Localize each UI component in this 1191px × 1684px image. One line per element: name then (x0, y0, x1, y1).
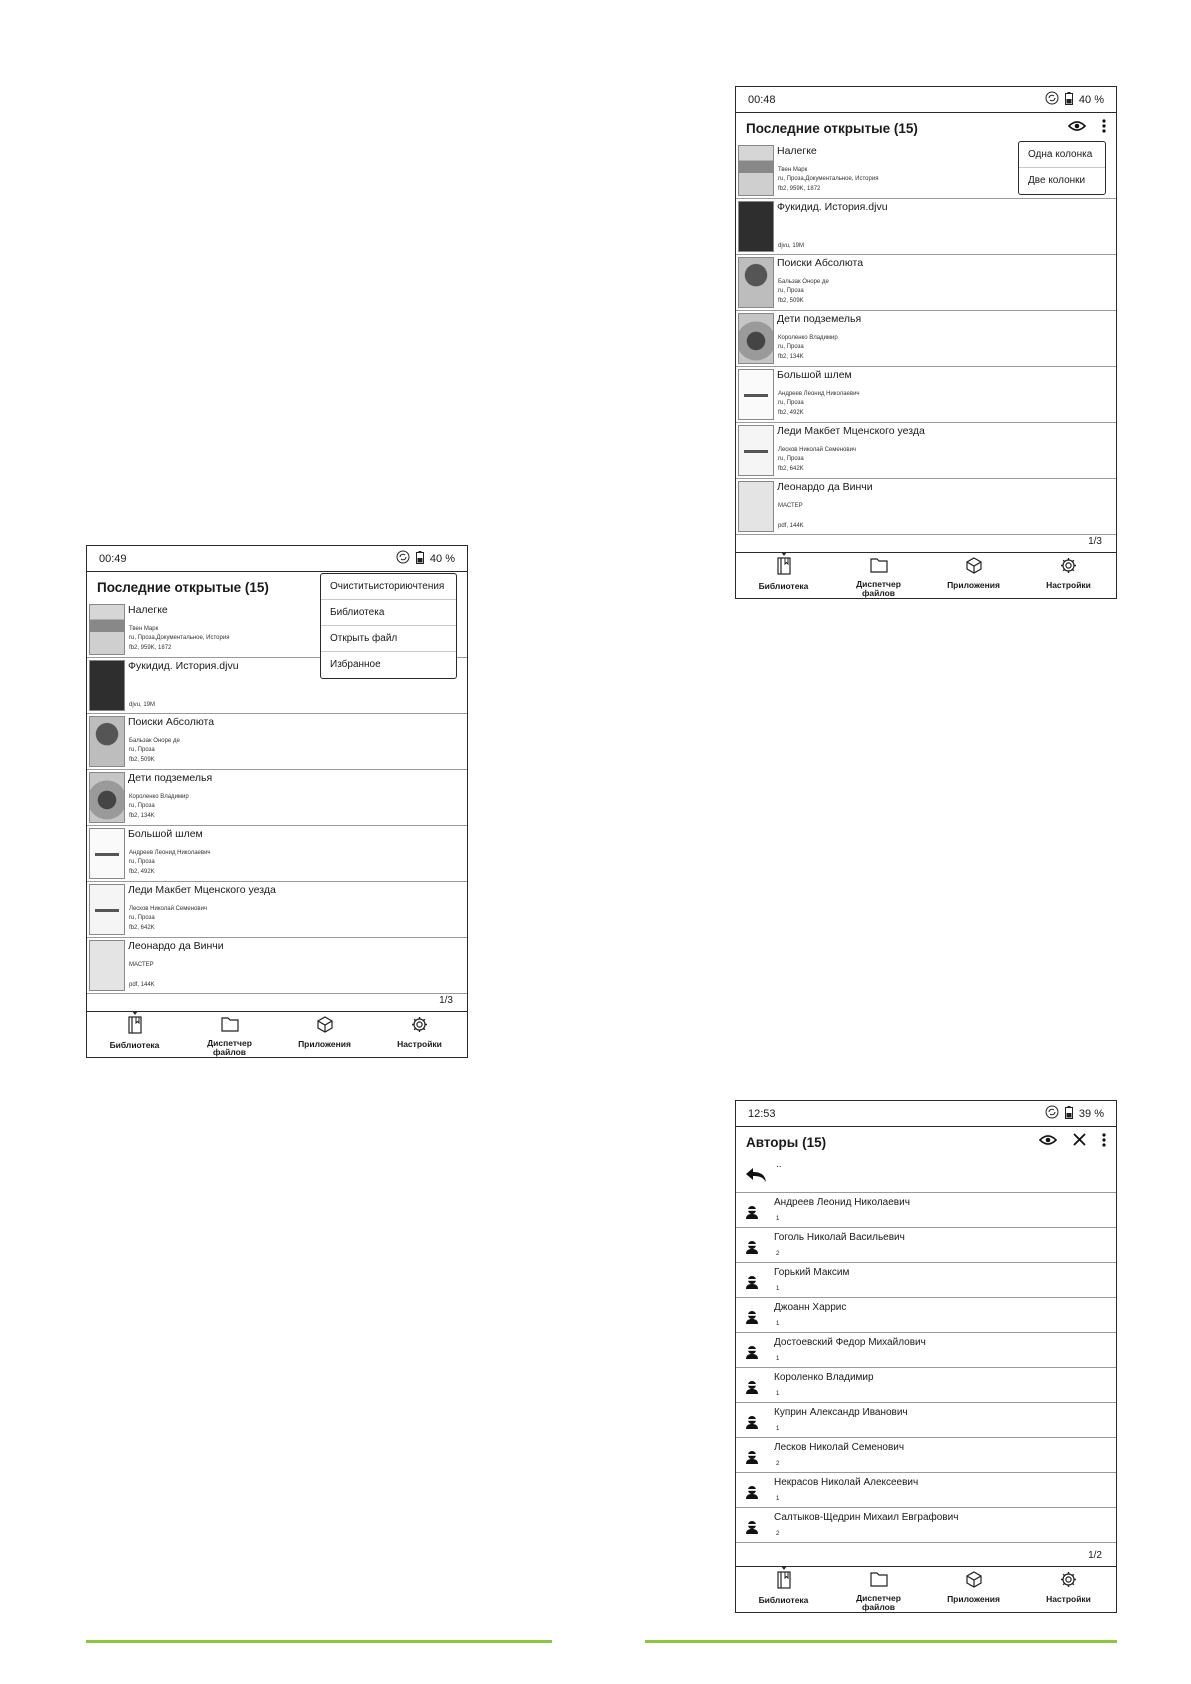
book-meta: Андреев Леонид Николаевич (778, 391, 860, 397)
battery-icon (416, 551, 424, 567)
book-meta: ru, Проза (129, 915, 155, 921)
person-icon (745, 1450, 759, 1470)
author-item[interactable] (736, 1438, 1116, 1473)
book-meta: ru, Проза (129, 803, 155, 809)
book-meta: fb2, 509K (129, 757, 155, 763)
author-item[interactable] (736, 1333, 1116, 1368)
book-title: Дети подземелья (777, 313, 862, 325)
book-title: Фукидид. История.djvu (128, 660, 239, 672)
book-item[interactable] (87, 826, 467, 882)
parent-dir-label: .. (776, 1159, 782, 1170)
bottom-nav (736, 1566, 1116, 1612)
author-name: Андреев Леонид Николаевич (774, 1197, 910, 1208)
nav-apps[interactable] (926, 553, 1021, 598)
book-cover (89, 604, 125, 655)
author-item[interactable] (736, 1508, 1116, 1543)
book-title: Большой шлем (777, 369, 852, 381)
battery-level: 40 % (1078, 93, 1104, 106)
book-meta: Бальзак Оноре де (129, 738, 180, 744)
nav-settings[interactable] (1021, 1567, 1116, 1612)
menu-item-open-file[interactable]: Открыть файл (321, 626, 456, 652)
book-title: Леди Макбет Мценского уезда (128, 884, 276, 896)
cube-icon (966, 557, 982, 579)
page-indicator: 1/2 (1088, 1550, 1102, 1561)
book-item[interactable] (736, 255, 1116, 311)
title-bar (736, 1127, 1116, 1157)
battery-level: 40 % (429, 552, 455, 565)
nav-label: Приложения (298, 1039, 351, 1049)
author-name: Горький Максим (774, 1267, 850, 1278)
author-item[interactable] (736, 1298, 1116, 1333)
book-title: Леонардо да Винчи (128, 940, 224, 952)
book-title: Леди Макбет Мценского уезда (777, 425, 925, 437)
book-cover (89, 716, 125, 767)
nav-label: Настройки (1046, 580, 1091, 590)
book-meta: fb2, 642K (778, 466, 804, 472)
book-meta: Лесков Николай Семенович (778, 447, 857, 453)
nav-file-manager[interactable] (182, 1012, 277, 1057)
folder-icon (221, 1016, 239, 1037)
book-title: Поиски Абсолюта (128, 716, 215, 728)
nav-library[interactable] (87, 1012, 182, 1057)
footer-rule-left (86, 1640, 552, 1643)
author-name: Салтыков-Щедрин Михаил Евграфович (774, 1512, 959, 1523)
page-title: Авторы (15) (746, 1134, 827, 1150)
folder-icon (870, 1571, 888, 1592)
book-meta: ru, Проза (778, 400, 804, 406)
book-meta: djvu, 19M (129, 702, 156, 708)
book-meta: Лесков Николай Семенович (129, 906, 208, 912)
page-indicator: 1/3 (1088, 536, 1102, 547)
status-bar (736, 1101, 1116, 1127)
book-meta: Бальзак Оноре де (778, 279, 829, 285)
nav-label-line: Диспетчер (856, 579, 901, 589)
book-title: Налегке (128, 604, 168, 616)
active-indicator (781, 1566, 787, 1570)
screen-recent-columns (735, 86, 1117, 599)
book-item[interactable] (736, 367, 1116, 423)
battery-icon (1065, 92, 1073, 108)
book-meta: djvu, 19M (778, 243, 805, 249)
sync-icon (1045, 1105, 1059, 1122)
screen-recent-menu (86, 545, 468, 1058)
book-title: Дети подземелья (128, 772, 213, 784)
nav-library[interactable] (736, 1567, 831, 1612)
book-item[interactable] (87, 714, 467, 770)
nav-label (856, 580, 901, 598)
book-cover (738, 313, 774, 364)
author-item[interactable] (736, 1473, 1116, 1508)
book-meta: ru, Проза (129, 859, 155, 865)
author-name: Гоголь Николай Васильевич (774, 1232, 905, 1243)
book-meta: fb2, 959K, 1872 (778, 186, 821, 192)
menu-item-library[interactable]: Библиотека (321, 600, 456, 626)
nav-label-line: Диспетчер (207, 1038, 252, 1048)
author-name: Куприн Александр Иванович (774, 1407, 908, 1418)
person-icon (745, 1275, 759, 1295)
nav-label: Библиотека (109, 1040, 160, 1050)
author-book-count: 1 (776, 1426, 780, 1432)
folder-icon (870, 557, 888, 578)
book-cover (89, 660, 125, 711)
book-item[interactable] (87, 882, 467, 938)
author-book-count: 1 (776, 1286, 780, 1292)
person-icon (745, 1485, 759, 1505)
book-meta: fb2, 492K (778, 410, 804, 416)
bottom-nav (736, 552, 1116, 598)
nav-library[interactable] (736, 553, 831, 598)
nav-label-line: файлов (861, 588, 896, 598)
back-arrow-icon (745, 1167, 767, 1188)
person-icon (745, 1205, 759, 1225)
book-cover (738, 425, 774, 476)
book-meta: fb2, 134K (129, 813, 155, 819)
book-meta: ru, Проза,Документальное, История (129, 635, 230, 641)
book-list (736, 143, 1116, 535)
page-title: Последние открытые (15) (97, 579, 269, 595)
book-cover (738, 257, 774, 308)
sync-icon (1045, 91, 1059, 108)
menu-item-two-columns[interactable]: Две колонки (1028, 175, 1086, 186)
book-cover (738, 145, 774, 196)
menu-item-favorites[interactable]: Избранное (330, 659, 381, 670)
author-list (736, 1157, 1116, 1543)
book-title: Фукидид. История.djvu (777, 201, 888, 213)
book-item[interactable] (87, 938, 467, 994)
author-book-count: 2 (776, 1531, 780, 1537)
book-meta: Андреев Леонид Николаевич (129, 850, 211, 856)
book-meta: Твен Марк (778, 167, 808, 173)
cube-icon (317, 1016, 333, 1038)
book-cover (89, 940, 125, 991)
overflow-menu (320, 573, 457, 679)
book-item[interactable] (87, 770, 467, 826)
battery-level: 39 % (1078, 1107, 1104, 1120)
author-item[interactable] (736, 1403, 1116, 1438)
person-icon (745, 1380, 759, 1400)
author-item[interactable] (736, 1228, 1116, 1263)
book-meta: ru, Проза (778, 344, 804, 350)
book-item[interactable] (736, 423, 1116, 479)
person-icon (745, 1415, 759, 1435)
author-item[interactable] (736, 1368, 1116, 1403)
menu-item-one-column[interactable]: Одна колонка (1019, 142, 1105, 168)
person-icon (745, 1345, 759, 1365)
book-title: Поиски Абсолюта (777, 257, 864, 269)
nav-label: Приложения (947, 580, 1000, 590)
book-meta: fb2, 509K (778, 298, 804, 304)
nav-label: Приложения (947, 1594, 1000, 1604)
book-cover (738, 201, 774, 252)
author-book-count: 2 (776, 1461, 780, 1467)
author-book-count: 1 (776, 1356, 780, 1362)
status-bar (736, 87, 1116, 113)
book-item[interactable] (736, 199, 1116, 255)
book-title: Налегке (777, 145, 817, 157)
book-meta: fb2, 134K (778, 354, 804, 360)
book-title: Большой шлем (128, 828, 203, 840)
author-book-count: 1 (776, 1216, 780, 1222)
cube-icon (966, 1571, 982, 1593)
book-meta: ru, Проза (778, 456, 804, 462)
book-icon (776, 1571, 792, 1594)
footer-rule-right (645, 1640, 1117, 1643)
bottom-nav (87, 1011, 467, 1057)
author-book-count: 1 (776, 1496, 780, 1502)
eye-icon[interactable] (1039, 1133, 1057, 1151)
close-icon[interactable] (1073, 1133, 1086, 1151)
book-cover (738, 481, 774, 532)
nav-label (207, 1039, 252, 1057)
book-meta: ru, Проза (778, 288, 804, 294)
gear-icon (1060, 1571, 1077, 1593)
title-bar (736, 113, 1116, 143)
author-item[interactable] (736, 1263, 1116, 1298)
nav-settings[interactable] (372, 1012, 467, 1057)
book-meta: МАСТЕР (778, 503, 803, 509)
nav-label (856, 1594, 901, 1612)
author-name: Лесков Николай Семенович (774, 1442, 905, 1453)
book-meta: Твен Марк (129, 626, 159, 632)
nav-apps[interactable] (277, 1012, 372, 1057)
book-cover (738, 369, 774, 420)
author-name: Короленко Владимир (774, 1372, 874, 1383)
battery-icon (1065, 1106, 1073, 1122)
nav-label: Библиотека (758, 581, 809, 591)
back-row[interactable] (736, 1157, 1116, 1193)
book-icon (776, 557, 792, 580)
nav-settings[interactable] (1021, 553, 1116, 598)
eye-icon[interactable] (1068, 119, 1086, 137)
book-meta: fb2, 959K, 1872 (129, 645, 172, 651)
clock: 12:53 (748, 1107, 776, 1120)
author-item[interactable] (736, 1193, 1116, 1228)
page-title: Последние открытые (15) (746, 120, 918, 136)
nav-label-line: Диспетчер (856, 1593, 901, 1603)
nav-label: Библиотека (758, 1595, 809, 1605)
book-item[interactable] (736, 311, 1116, 367)
nav-label-line: файлов (212, 1047, 247, 1057)
book-meta: ru, Проза,Документальное, История (778, 176, 879, 182)
nav-apps[interactable] (926, 1567, 1021, 1612)
author-name: Джоанн Харрис (774, 1302, 847, 1313)
columns-menu (1018, 141, 1106, 195)
sync-icon (396, 550, 410, 567)
author-book-count: 1 (776, 1321, 780, 1327)
person-icon (745, 1520, 759, 1540)
nav-label: Настройки (1046, 1594, 1091, 1604)
gear-icon (411, 1016, 428, 1038)
more-menu-icon[interactable] (1102, 1133, 1106, 1152)
menu-item-clear-history[interactable]: Очиститьисториючтения (321, 574, 456, 600)
book-cover (89, 884, 125, 935)
book-meta: Короленко Владимир (778, 335, 838, 341)
book-meta: ru, Проза (129, 747, 155, 753)
book-meta: pdf, 144K (129, 982, 155, 988)
nav-label-line: файлов (861, 1602, 896, 1612)
book-meta: МАСТЕР (129, 962, 154, 968)
nav-file-manager[interactable] (831, 1567, 926, 1612)
gear-icon (1060, 557, 1077, 579)
book-meta: fb2, 492K (129, 869, 155, 875)
clock: 00:49 (99, 552, 127, 565)
book-meta: pdf, 144K (778, 523, 804, 529)
status-bar (87, 546, 467, 572)
book-meta: Короленко Владимир (129, 794, 189, 800)
nav-label: Настройки (397, 1039, 442, 1049)
book-icon (127, 1016, 143, 1039)
active-indicator (781, 552, 787, 556)
person-icon (745, 1310, 759, 1330)
author-book-count: 2 (776, 1251, 780, 1257)
book-cover (89, 828, 125, 879)
nav-file-manager[interactable] (831, 553, 926, 598)
screen-authors (735, 1100, 1117, 1613)
book-cover (89, 772, 125, 823)
page-indicator: 1/3 (439, 995, 453, 1006)
author-book-count: 1 (776, 1391, 780, 1397)
book-meta: fb2, 642K (129, 925, 155, 931)
more-menu-icon[interactable] (1102, 119, 1106, 138)
active-indicator (132, 1011, 138, 1015)
person-icon (745, 1240, 759, 1260)
author-name: Некрасов Николай Алексеевич (774, 1477, 919, 1488)
clock: 00:48 (748, 93, 776, 106)
book-item[interactable] (736, 479, 1116, 535)
author-name: Достоевский Федор Михайлович (774, 1337, 926, 1348)
book-title: Леонардо да Винчи (777, 481, 873, 493)
